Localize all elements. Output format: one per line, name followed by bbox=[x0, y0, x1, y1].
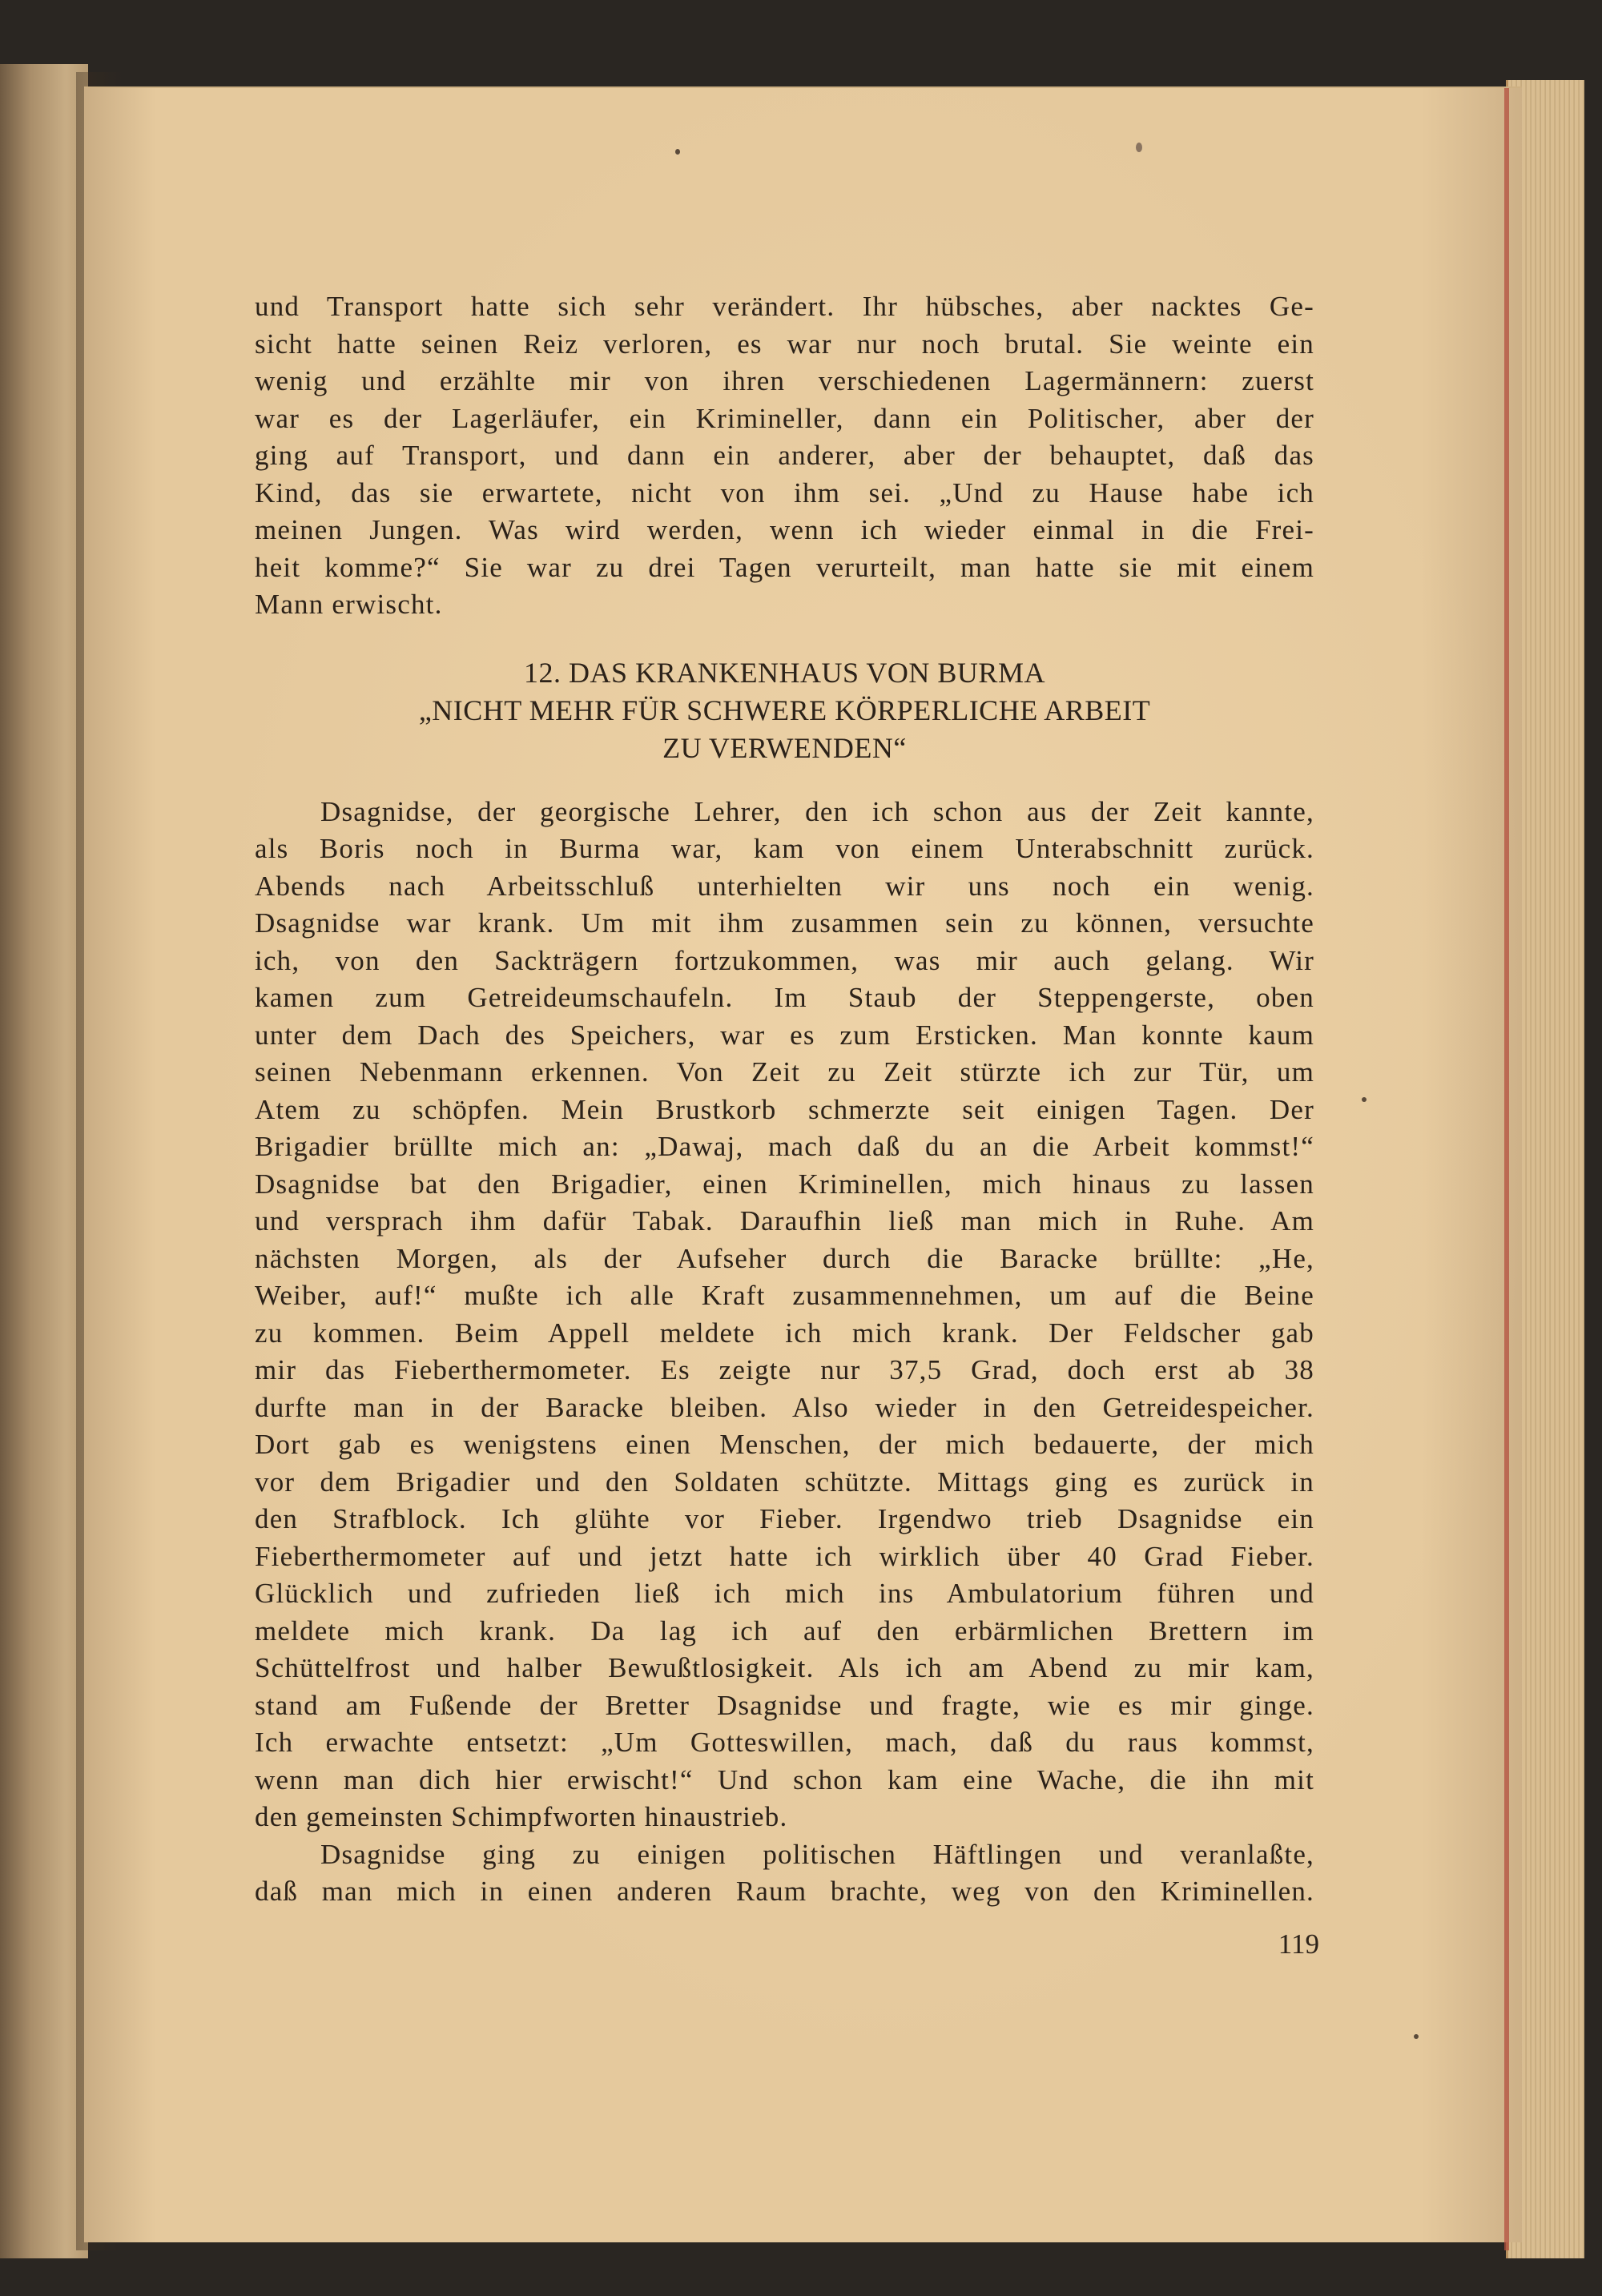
text-line: Brigadier brüllte mich an: „Dawaj, mach daß du an die Arbeit kommst!“ bbox=[255, 1131, 1314, 1162]
text-line: Weiber, auf!“ mußte ich alle Kraft zusammennehmen, um auf die Beine bbox=[255, 1280, 1314, 1311]
chapter-title: 12. DAS KRANKENHAUS VON BURMA bbox=[524, 656, 1045, 689]
text-line: Abends nach Arbeitsschluß unterhielten wir uns noch ein wenig. bbox=[255, 870, 1314, 902]
page-text bbox=[255, 288, 1314, 1911]
chapter-heading bbox=[255, 654, 1314, 767]
paragraph-body-2 bbox=[255, 1836, 1314, 1911]
paper-speck bbox=[1362, 1097, 1367, 1102]
paragraph-intro bbox=[255, 288, 1314, 624]
text-line: daß man mich in einen anderen Raum brachte, weg von den Kriminellen. bbox=[255, 1876, 1314, 1907]
text-line: war es der Lagerläufer, ein Krimineller, dann ein Politischer, aber der bbox=[255, 402, 1314, 434]
text-line: den gemeinsten Schimpfworten hinaustrieb. bbox=[255, 1801, 788, 1832]
text-line: meinen Jungen. Was wird werden, wenn ich wieder einmal in die Frei- bbox=[255, 514, 1314, 545]
chapter-subtitle-line-1: „NICHT MEHR FÜR SCHWERE KÖRPERLICHE ARBEIT bbox=[418, 694, 1151, 726]
paper-speck bbox=[675, 149, 680, 155]
text-line: seinen Nebenmann erkennen. Von Zeit zu Zeit stürzte ich zur Tür, um bbox=[255, 1056, 1314, 1088]
paper-speck bbox=[1414, 2034, 1419, 2039]
text-line: und Transport hatte sich sehr verändert. Ihr hübsches, aber nacktes Ge- bbox=[255, 291, 1314, 322]
text-line: Glücklich und zufrieden ließ ich mich ins Ambulatorium führen und bbox=[255, 1578, 1314, 1609]
text-line: meldete mich krank. Da lag ich auf den erbärmlichen Brettern im bbox=[255, 1614, 1314, 1647]
text-line: Fieberthermometer auf und jetzt hatte ich wirklich über 40 Grad Fieber. bbox=[255, 1540, 1314, 1572]
chapter-subtitle-line-2: ZU VERWENDEN“ bbox=[662, 731, 907, 764]
text-line: Dsagnidse ging zu einigen politischen Häftlingen und veranlaßte, bbox=[320, 1838, 1314, 1870]
text-line: wenig und erzählte mir von ihren verschiedenen Lagermännern: zuerst bbox=[255, 365, 1314, 396]
paper-speck bbox=[1136, 143, 1142, 152]
text-line: vor dem Brigadier und den Soldaten schützte. Mittags ging es zurück in bbox=[255, 1466, 1314, 1498]
text-line: Dsagnidse bat den Brigadier, einen Kriminellen, mich hinaus zu lassen bbox=[255, 1168, 1314, 1200]
page-number: 119 bbox=[1278, 1928, 1319, 1960]
text-line: Mann erwischt. bbox=[255, 589, 443, 620]
text-line: unter dem Dach des Speichers, war es zum Ersticken. Man konnte kaum bbox=[255, 1019, 1314, 1051]
text-line: den Strafblock. Ich glühte vor Fieber. Irgendwo trieb Dsagnidse ein bbox=[255, 1503, 1314, 1534]
text-line: ging auf Transport, und dann ein anderer, aber der behauptet, daß das bbox=[255, 440, 1314, 471]
text-line: durfte man in der Baracke bleiben. Also wieder in den Getreidespeicher. bbox=[255, 1391, 1314, 1423]
text-line: und versprach ihm dafür Tabak. Daraufhin ließ man mich in Ruhe. Am bbox=[255, 1205, 1314, 1236]
left-page-edge bbox=[0, 64, 88, 2258]
paragraph-body-1 bbox=[255, 794, 1314, 1836]
text-line: heit komme?“ Sie war zu drei Tagen verurteilt, man hatte sie mit einem bbox=[255, 551, 1314, 583]
text-line: Schüttelfrost und halber Bewußtlosigkeit. Als ich am Abend zu mir kam, bbox=[255, 1652, 1314, 1683]
text-line: als Boris noch in Burma war, kam von einem Unterabschnitt zurück. bbox=[255, 833, 1314, 864]
text-line: sicht hatte seinen Reiz verloren, es war nur noch brutal. Sie weinte ein bbox=[255, 328, 1314, 360]
red-page-edge bbox=[1504, 88, 1509, 2250]
text-line: nächsten Morgen, als der Aufseher durch die Baracke brüllte: „He, bbox=[255, 1242, 1314, 1274]
text-line: kamen zum Getreideumschaufeln. Im Staub der Steppengerste, oben bbox=[255, 982, 1314, 1013]
text-line: Dsagnidse, der georgische Lehrer, den ich schon aus der Zeit kannte, bbox=[320, 795, 1314, 827]
text-line: Dsagnidse war krank. Um mit ihm zusammen sein zu können, versuchte bbox=[255, 907, 1314, 939]
text-line: zu kommen. Beim Appell meldete ich mich krank. Der Feldscher gab bbox=[255, 1317, 1314, 1349]
text-line: ich, von den Sackträgern fortzukommen, was mir auch gelang. Wir bbox=[255, 944, 1314, 976]
text-line: Atem zu schöpfen. Mein Brustkorb schmerzte seit einigen Tagen. Der bbox=[255, 1093, 1314, 1125]
text-line: stand am Fußende der Bretter Dsagnidse und fragte, wie es mir ginge. bbox=[255, 1689, 1314, 1721]
text-line: Kind, das sie erwartete, nicht von ihm sei. „Und zu Hause habe ich bbox=[255, 476, 1314, 509]
text-line: mir das Fieberthermometer. Es zeigte nur 37,5 Grad, doch erst ab 38 bbox=[255, 1354, 1314, 1385]
text-line: wenn man dich hier erwischt!“ Und schon kam eine Wache, die ihn mit bbox=[255, 1763, 1314, 1795]
text-line: Dort gab es wenigstens einen Menschen, der mich bedauerte, der mich bbox=[255, 1429, 1314, 1460]
text-line: Ich erwachte entsetzt: „Um Gotteswillen, mach, daß du raus kommst, bbox=[255, 1727, 1314, 1758]
